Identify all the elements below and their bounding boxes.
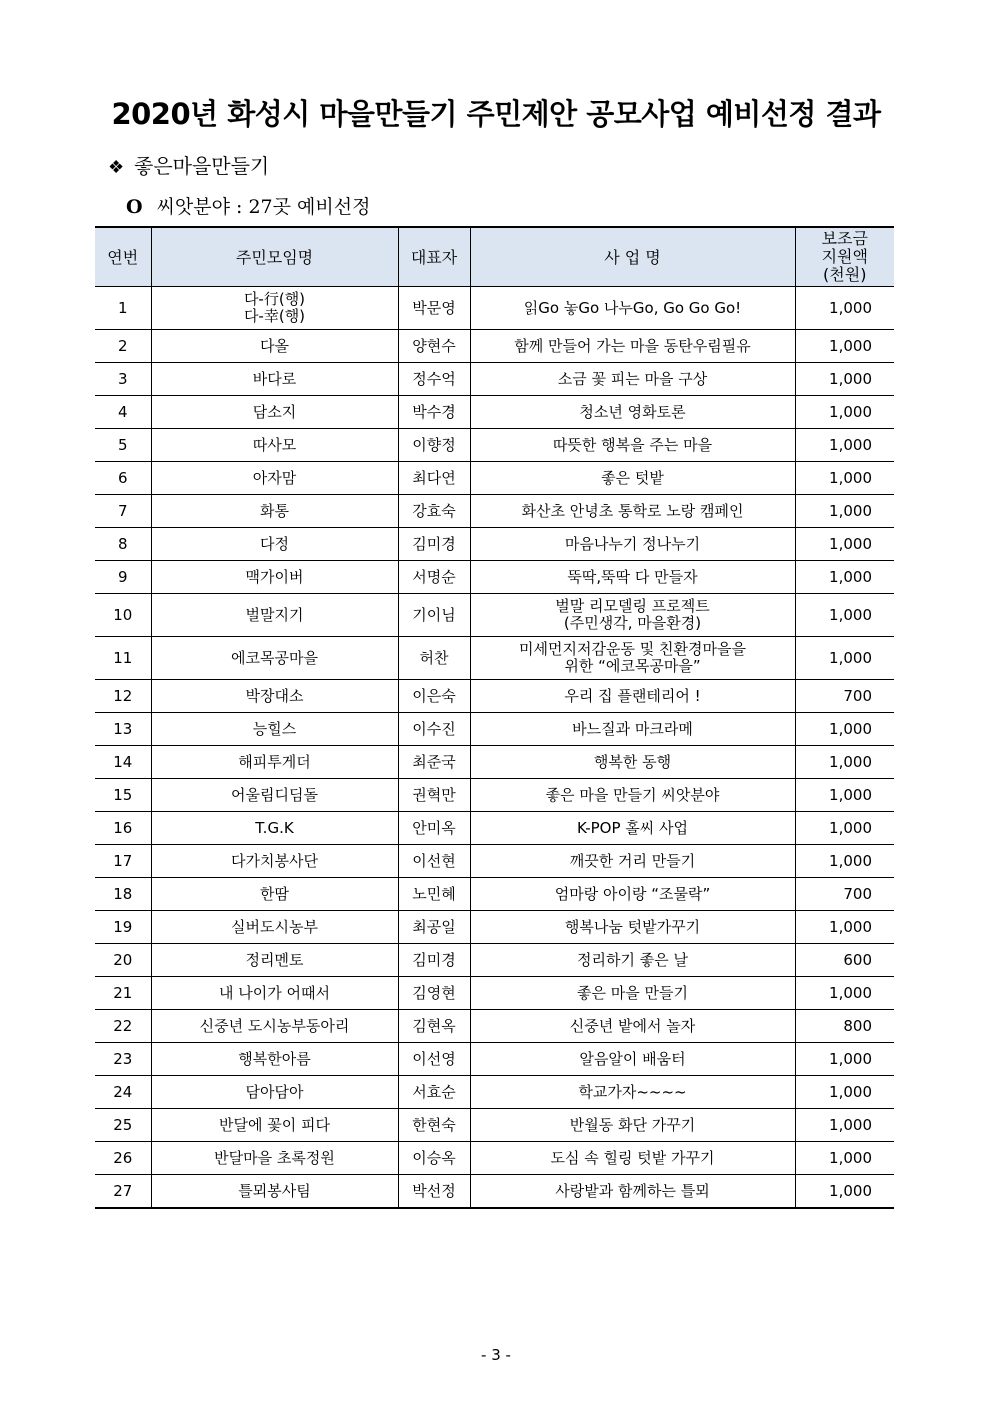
cell-no: 18 bbox=[95, 878, 151, 911]
section-label: 좋은마을만들기 bbox=[134, 154, 270, 178]
table-row bbox=[95, 878, 894, 911]
cell-group: 다가치봉사단 bbox=[151, 845, 398, 878]
selection-table bbox=[95, 226, 894, 1209]
cell-group: 맥가이버 bbox=[151, 561, 398, 594]
table-row bbox=[95, 637, 894, 680]
table-row bbox=[95, 779, 894, 812]
table-row bbox=[95, 561, 894, 594]
cell-project: 읽Go 놓Go 나누Go, Go Go Go! bbox=[470, 287, 795, 330]
cell-project: 뚝딱,뚝딱 다 만들자 bbox=[470, 561, 795, 594]
table-row bbox=[95, 1043, 894, 1076]
page-number: - 3 - bbox=[481, 1346, 511, 1364]
cell-no: 24 bbox=[95, 1076, 151, 1109]
cell-rep: 박수경 bbox=[398, 396, 470, 429]
cell-rep: 최공일 bbox=[398, 911, 470, 944]
cell-amount: 1,000 bbox=[795, 330, 894, 363]
table-row bbox=[95, 845, 894, 878]
cell-project: 청소년 영화토론 bbox=[470, 396, 795, 429]
cell-amount: 1,000 bbox=[795, 561, 894, 594]
cell-no: 4 bbox=[95, 396, 151, 429]
diamond-bullet-icon: ❖ bbox=[108, 157, 125, 178]
table-row bbox=[95, 812, 894, 845]
cell-group: 어울림디딤돌 bbox=[151, 779, 398, 812]
cell-no: 1 bbox=[95, 287, 151, 330]
cell-rep: 정수억 bbox=[398, 363, 470, 396]
cell-amount: 1,000 bbox=[795, 363, 894, 396]
cell-rep: 김미경 bbox=[398, 528, 470, 561]
cell-project: 깨끗한 거리 만들기 bbox=[470, 845, 795, 878]
cell-group: T.G.K bbox=[151, 812, 398, 845]
subsection-label: 씨앗분야 : 27곳 예비선정 bbox=[156, 196, 371, 218]
cell-no: 14 bbox=[95, 746, 151, 779]
cell-no: 3 bbox=[95, 363, 151, 396]
cell-group: 따사모 bbox=[151, 429, 398, 462]
header-no: 연번 bbox=[95, 227, 151, 287]
cell-group: 한땀 bbox=[151, 878, 398, 911]
cell-rep: 최준국 bbox=[398, 746, 470, 779]
table-row bbox=[95, 1109, 894, 1142]
table-row bbox=[95, 287, 894, 330]
cell-group: 정리멘토 bbox=[151, 944, 398, 977]
cell-group: 담아담아 bbox=[151, 1076, 398, 1109]
cell-group: 해피투게더 bbox=[151, 746, 398, 779]
cell-group: 행복한아름 bbox=[151, 1043, 398, 1076]
cell-project: K-POP 홀씨 사업 bbox=[470, 812, 795, 845]
cell-project: 신중년 밭에서 놀자 bbox=[470, 1010, 795, 1043]
cell-rep: 서명순 bbox=[398, 561, 470, 594]
cell-rep: 기이님 bbox=[398, 594, 470, 637]
cell-amount: 1,000 bbox=[795, 1076, 894, 1109]
cell-amount: 1,000 bbox=[795, 1142, 894, 1175]
cell-project: 미세먼지저감운동 및 친환경마을을 위한 “에코목공마을” bbox=[470, 637, 795, 680]
cell-group: 반달마을 초록정원 bbox=[151, 1142, 398, 1175]
table-row bbox=[95, 363, 894, 396]
cell-no: 13 bbox=[95, 713, 151, 746]
cell-rep: 박문영 bbox=[398, 287, 470, 330]
cell-rep: 양현수 bbox=[398, 330, 470, 363]
cell-group: 다정 bbox=[151, 528, 398, 561]
cell-amount: 1,000 bbox=[795, 495, 894, 528]
cell-rep: 김현옥 bbox=[398, 1010, 470, 1043]
cell-no: 15 bbox=[95, 779, 151, 812]
cell-rep: 한현숙 bbox=[398, 1109, 470, 1142]
cell-amount: 1,000 bbox=[795, 1043, 894, 1076]
table-row bbox=[95, 713, 894, 746]
cell-rep: 이수진 bbox=[398, 713, 470, 746]
cell-no: 23 bbox=[95, 1043, 151, 1076]
cell-rep: 박선정 bbox=[398, 1175, 470, 1209]
table-row bbox=[95, 1076, 894, 1109]
table-row bbox=[95, 746, 894, 779]
cell-amount: 1,000 bbox=[795, 713, 894, 746]
table-row bbox=[95, 396, 894, 429]
table-row bbox=[95, 977, 894, 1010]
cell-group: 내 나이가 어때서 bbox=[151, 977, 398, 1010]
cell-amount: 700 bbox=[795, 680, 894, 713]
cell-group: 틀뫼봉사팀 bbox=[151, 1175, 398, 1209]
section-heading bbox=[108, 150, 269, 179]
cell-rep: 강효숙 bbox=[398, 495, 470, 528]
cell-amount: 700 bbox=[795, 878, 894, 911]
cell-amount: 1,000 bbox=[795, 845, 894, 878]
cell-rep: 노민혜 bbox=[398, 878, 470, 911]
cell-group: 실버도시농부 bbox=[151, 911, 398, 944]
cell-amount: 1,000 bbox=[795, 528, 894, 561]
cell-rep: 김미경 bbox=[398, 944, 470, 977]
cell-project: 화산초 안녕초 통학로 노랑 캠페인 bbox=[470, 495, 795, 528]
cell-project: 따뜻한 행복을 주는 마을 bbox=[470, 429, 795, 462]
cell-no: 7 bbox=[95, 495, 151, 528]
cell-group: 신중년 도시농부동아리 bbox=[151, 1010, 398, 1043]
cell-project: 벌말 리모델링 프로젝트 (주민생각, 마을환경) bbox=[470, 594, 795, 637]
cell-project: 좋은 마을 만들기 씨앗분야 bbox=[470, 779, 795, 812]
cell-no: 2 bbox=[95, 330, 151, 363]
cell-project: 좋은 텃밭 bbox=[470, 462, 795, 495]
cell-project: 행복나눔 텃밭가꾸기 bbox=[470, 911, 795, 944]
cell-amount: 1,000 bbox=[795, 462, 894, 495]
cell-no: 16 bbox=[95, 812, 151, 845]
cell-rep: 최다연 bbox=[398, 462, 470, 495]
cell-group: 담소지 bbox=[151, 396, 398, 429]
cell-group: 에코목공마을 bbox=[151, 637, 398, 680]
cell-rep: 권혁만 bbox=[398, 779, 470, 812]
cell-no: 5 bbox=[95, 429, 151, 462]
cell-no: 17 bbox=[95, 845, 151, 878]
table-row bbox=[95, 495, 894, 528]
table-row bbox=[95, 1175, 894, 1209]
cell-project: 바느질과 마크라메 bbox=[470, 713, 795, 746]
cell-amount: 1,000 bbox=[795, 429, 894, 462]
cell-amount: 1,000 bbox=[795, 779, 894, 812]
cell-no: 9 bbox=[95, 561, 151, 594]
cell-group: 반달에 꽃이 피다 bbox=[151, 1109, 398, 1142]
cell-no: 6 bbox=[95, 462, 151, 495]
cell-amount: 1,000 bbox=[795, 911, 894, 944]
cell-amount: 1,000 bbox=[795, 1109, 894, 1142]
cell-group: 화통 bbox=[151, 495, 398, 528]
header-rep: 대표자 bbox=[398, 227, 470, 287]
cell-group: 벌말지기 bbox=[151, 594, 398, 637]
table-row bbox=[95, 1010, 894, 1043]
header-amount: 보조금 지원액 (천원) bbox=[795, 227, 894, 287]
cell-amount: 1,000 bbox=[795, 1175, 894, 1209]
cell-project: 우리 집 플랜테리어 ! bbox=[470, 680, 795, 713]
cell-group: 다올 bbox=[151, 330, 398, 363]
cell-project: 행복한 동행 bbox=[470, 746, 795, 779]
circle-bullet-icon: O bbox=[126, 196, 143, 218]
cell-project: 함께 만들어 가는 마을 동탄우림필유 bbox=[470, 330, 795, 363]
table-row bbox=[95, 680, 894, 713]
cell-project: 정리하기 좋은 날 bbox=[470, 944, 795, 977]
table-row bbox=[95, 944, 894, 977]
cell-group: 박장대소 bbox=[151, 680, 398, 713]
cell-no: 21 bbox=[95, 977, 151, 1010]
cell-project: 마음나누기 정나누기 bbox=[470, 528, 795, 561]
cell-project: 도심 속 힐링 텃밭 가꾸기 bbox=[470, 1142, 795, 1175]
header-project: 사 업 명 bbox=[470, 227, 795, 287]
cell-rep: 김영현 bbox=[398, 977, 470, 1010]
cell-group: 능힐스 bbox=[151, 713, 398, 746]
cell-rep: 허찬 bbox=[398, 637, 470, 680]
cell-rep: 이선영 bbox=[398, 1043, 470, 1076]
cell-rep: 이승옥 bbox=[398, 1142, 470, 1175]
cell-amount: 1,000 bbox=[795, 977, 894, 1010]
cell-project: 반월동 화단 가꾸기 bbox=[470, 1109, 795, 1142]
cell-no: 27 bbox=[95, 1175, 151, 1209]
cell-project: 소금 꽃 피는 마을 구상 bbox=[470, 363, 795, 396]
cell-group: 아자맘 bbox=[151, 462, 398, 495]
cell-amount: 1,000 bbox=[795, 637, 894, 680]
table-row bbox=[95, 594, 894, 637]
cell-no: 11 bbox=[95, 637, 151, 680]
table-row bbox=[95, 330, 894, 363]
cell-rep: 이선현 bbox=[398, 845, 470, 878]
cell-rep: 이은숙 bbox=[398, 680, 470, 713]
cell-amount: 1,000 bbox=[795, 594, 894, 637]
table-row bbox=[95, 528, 894, 561]
cell-amount: 1,000 bbox=[795, 812, 894, 845]
subsection-heading bbox=[126, 192, 370, 219]
cell-project: 엄마랑 아이랑 “조물락” bbox=[470, 878, 795, 911]
cell-no: 8 bbox=[95, 528, 151, 561]
cell-no: 12 bbox=[95, 680, 151, 713]
cell-no: 20 bbox=[95, 944, 151, 977]
cell-amount: 1,000 bbox=[795, 746, 894, 779]
cell-no: 10 bbox=[95, 594, 151, 637]
table-row bbox=[95, 1142, 894, 1175]
cell-rep: 이향정 bbox=[398, 429, 470, 462]
cell-group: 다-行(행) 다-幸(행) bbox=[151, 287, 398, 330]
cell-amount: 800 bbox=[795, 1010, 894, 1043]
cell-project: 알음알이 배움터 bbox=[470, 1043, 795, 1076]
cell-group: 바다로 bbox=[151, 363, 398, 396]
cell-no: 26 bbox=[95, 1142, 151, 1175]
header-group: 주민모임명 bbox=[151, 227, 398, 287]
cell-no: 25 bbox=[95, 1109, 151, 1142]
table-row bbox=[95, 429, 894, 462]
cell-project: 학교가자~~~~ bbox=[470, 1076, 795, 1109]
table-header-row bbox=[95, 227, 894, 287]
cell-amount: 1,000 bbox=[795, 396, 894, 429]
table-row bbox=[95, 462, 894, 495]
page-title: 2020년 화성시 마을만들기 주민제안 공모사업 예비선정 결과 bbox=[111, 97, 881, 131]
cell-rep: 서효순 bbox=[398, 1076, 470, 1109]
cell-no: 19 bbox=[95, 911, 151, 944]
cell-amount: 1,000 bbox=[795, 287, 894, 330]
cell-rep: 안미옥 bbox=[398, 812, 470, 845]
cell-amount: 600 bbox=[795, 944, 894, 977]
table-row bbox=[95, 911, 894, 944]
cell-project: 좋은 마을 만들기 bbox=[470, 977, 795, 1010]
cell-project: 사랑밭과 함께하는 틀뫼 bbox=[470, 1175, 795, 1209]
cell-no: 22 bbox=[95, 1010, 151, 1043]
